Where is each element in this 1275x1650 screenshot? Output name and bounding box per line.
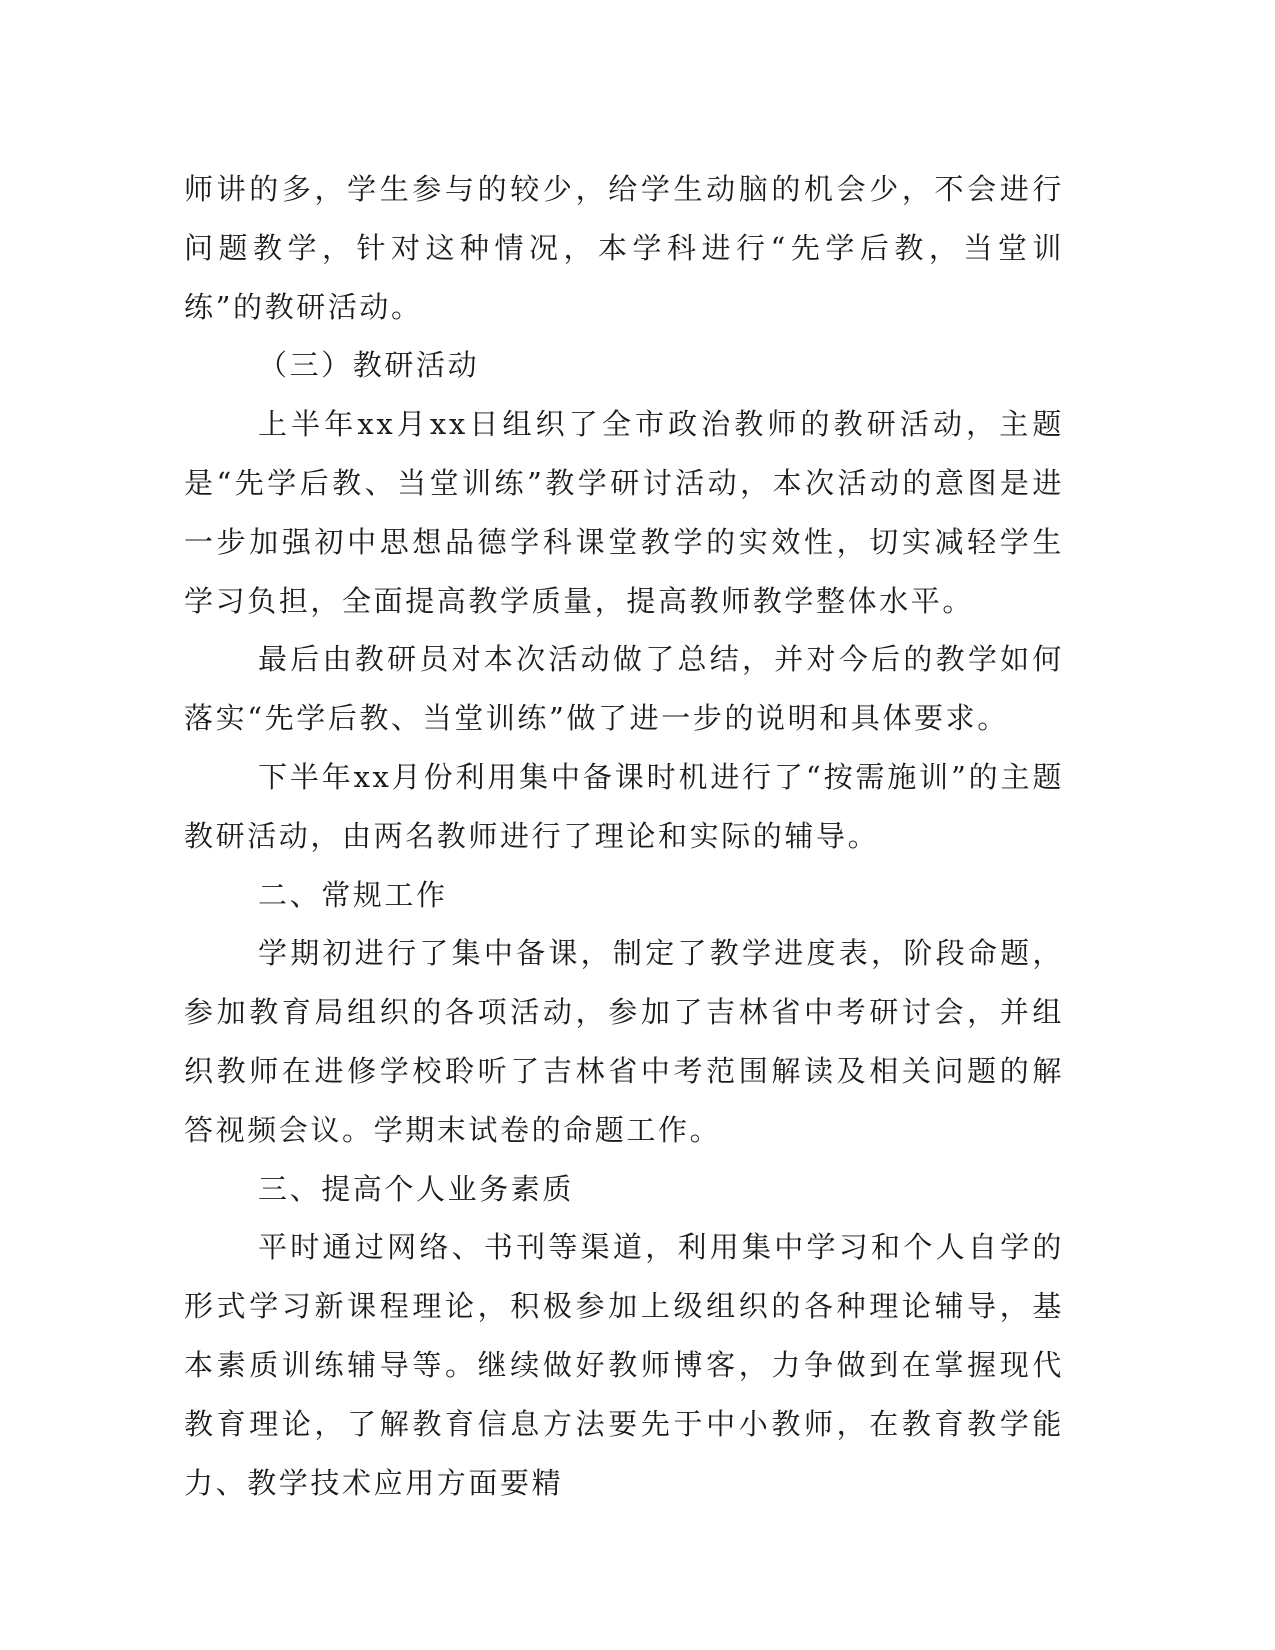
- paragraph-personal-quality: 平时通过网络、书刊等渠道，利用集中学习和个人自学的形式学习新课程理论，积极参加上级组织的各种理论辅导，基本素质训练辅导等。继续做好教师博客，力争做到在掌握现代教育理论，了解教育信息方法要先于中小教师，在教育教学能力、教学技术应用方面要精: [184, 1230, 1064, 1500]
- section-heading-routine-work: 二、常规工作: [258, 877, 448, 912]
- paragraph-routine-work: 学期初进行了集中备课，制定了教学进度表，阶段命题，参加教育局组织的各项活动，参加了吉林省中考研讨会，并组织教师在进修学校聆听了吉林省中考范围解读及相关问题的解答视频会议。学期末试卷的命题工作。: [184, 936, 1064, 1147]
- document-body: [184, 160, 1064, 1512]
- paragraph-second-half-year: 下半年xx月份利用集中备课时机进行了“按需施训”的主题教研活动，由两名教师进行了理论和实际的辅导。: [184, 759, 1064, 853]
- section-heading-teaching-research: （三）教研活动: [258, 348, 480, 383]
- section-heading-personal-quality: 三、提高个人业务素质: [258, 1171, 575, 1206]
- paragraph-summary: 最后由教研员对本次活动做了总结，并对今后的教学如何落实“先学后教、当堂训练”做了进一步的说明和具体要求。: [184, 642, 1064, 736]
- paragraph-continuation: 师讲的多，学生参与的较少，给学生动脑的机会少，不会进行问题教学，针对这种情况，本学科进行“先学后教，当堂训练”的教研活动。: [184, 172, 1064, 324]
- paragraph-first-half-year: 上半年xx月xx日组织了全市政治教师的教研活动，主题是“先学后教、当堂训练”教学研讨活动，本次活动的意图是进一步加强初中思想品德学科课堂教学的实效性，切实减轻学生学习负担，全面提高教学质量，提高教师教学整体水平。: [184, 407, 1064, 618]
